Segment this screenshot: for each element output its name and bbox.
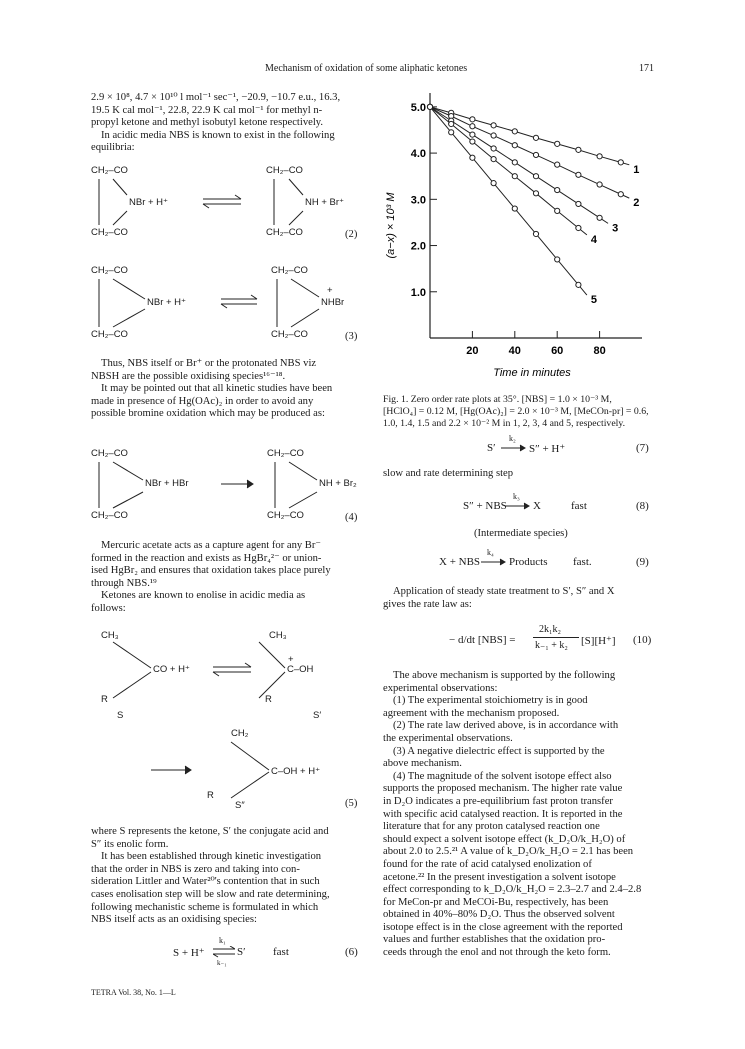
series-label: 2 [633,197,640,210]
data-point [470,155,475,160]
y-tick-label: 4.0 [410,148,426,161]
text-line: found for the rate of acid catalysed enolization of [383,858,592,870]
eq-rhs: Products [509,556,548,568]
paragraph-5 [383,586,655,611]
eq-note: fast [273,946,289,958]
formula-right-mid: NHBr [321,297,345,308]
y-axis-label: (a−x) × 10³ M [385,192,397,259]
data-point [555,257,560,262]
data-point [491,157,496,162]
series-line [430,107,587,295]
paragraph-6 [383,670,655,960]
text-line: (4) The magnitude of the solvent isotope effect also [393,770,612,782]
series-3 [427,104,618,234]
scheme-5 [91,630,371,810]
formula-left-mid: NBr + HBr [145,478,189,489]
fraction-denominator: k₋₁ + k₂ [535,640,568,651]
y-tick-label: 1.0 [410,286,426,299]
eq-rhs: [S][H⁺] [581,635,616,647]
paragraph-3 [91,540,363,616]
text-line: cases enolisation step will be slow and rate determining, [91,888,330,900]
equation-10 [383,622,655,658]
data-point [533,152,538,157]
caption-line: 1.0, 1.4, 1.5 and 2.2 × 10⁻² M in 1, 2, 3, 4 and 5, respectively. [383,417,626,429]
plus-charge: + [327,285,333,296]
plus-charge: + [288,654,294,665]
formula-r: R [101,694,108,705]
formula-right-top: CH₂–CO [267,448,304,459]
text-line: about 2.0 to 2.5.²¹ A value of k_D₂O/k_H₂O = 2.1 has been [383,846,634,858]
series-label: 3 [612,222,619,235]
data-point [449,121,454,126]
running-title: Mechanism of oxidation of some aliphatic ketones [265,63,468,74]
data-point [512,206,517,211]
text-line: The above mechanism is supported by the following [393,670,616,681]
enolisation-structures [91,630,371,810]
formula-mid: CO + H⁺ [153,664,190,675]
data-point [470,132,475,137]
text-line: NBS itself acts as an oxidising species: [91,914,257,926]
series-line [430,107,608,223]
data-point [555,162,560,167]
data-point [618,160,623,165]
y-tick-label: 5.0 [410,101,426,114]
formula-right-bottom: CH₂–CO [266,227,303,238]
text-line: Ketones are known to enolise in acidic media as [101,590,306,602]
data-point [491,181,496,186]
data-point [533,135,538,140]
label-s-prime: S′ [313,710,322,721]
eq-lhs: S′ [487,442,496,454]
scheme-3 [91,263,371,345]
formula-left-mid: NBr + H⁺ [147,297,187,308]
series-label: 1 [633,163,640,176]
text-line: should expect a solvent isotope effect (k_D₂O/k_H₂O) of [383,833,626,845]
formula-left-top: CH₂–CO [91,448,128,459]
reaction-arrow [505,502,531,510]
data-point [427,104,432,109]
caption-line: [HClO₄] = 0.12 M, [Hg(OAc)₂] = 2.0 × 10⁻³ M, [MeCOn-pr] = 0.6, [383,405,649,417]
paragraph-2 [91,358,363,421]
data-point [470,124,475,129]
formula-mid: C–OH + H⁺ [271,766,321,777]
formula-left-bottom: CH₂–CO [91,227,128,238]
text-line: 19.5 K cal mol⁻¹, 22.8, 22.9 K cal mol⁻¹ for methyl n- [91,104,323,116]
data-point [491,146,496,151]
text-line: supports the proposed mechanism. The higher rate value [383,783,623,795]
text-line: agreement with the mechanism proposed. [383,707,560,719]
text-line: acetone.²² In the present investigation a solvent isotope [383,871,616,883]
data-point [597,215,602,220]
data-point [555,141,560,146]
rate-constant: k₂ [509,434,516,443]
eq-lhs: − d/dt [NBS] = [449,634,516,646]
text-line: Thus, NBS itself or Br⁺ or the protonated NBS viz [101,358,317,369]
text-line: following mechanistic scheme is formulated in which [91,901,319,913]
formula-left-top: CH₂–CO [91,265,128,276]
data-point [449,130,454,135]
data-point [597,154,602,159]
data-point [491,123,496,128]
text-line: experimental observations: [383,682,498,694]
x-tick-label: 20 [466,345,479,357]
text-line: propyl ketone and methyl isobutyl ketone respectively. [91,117,324,129]
slow-step-text: slow and rate determining step [383,468,514,479]
equation-number: (4) [345,512,358,523]
eq-lhs: S + H⁺ [173,947,205,959]
rate-constant: k₃ [513,492,520,501]
formula-right-bottom: CH₂–CO [267,510,304,521]
data-point [491,133,496,138]
formula-right-mid: NH + Br₂ [319,478,357,489]
text-line: where S represents the ketone, S′ the conjugate acid and [91,826,329,837]
formula-mid: C–OH [287,664,314,675]
equation-number: (7) [636,442,649,454]
data-point [512,174,517,179]
equation-number: (10) [633,634,652,646]
text-line: through NBS.¹⁹ [91,577,157,589]
eq-lhs: X + NBS [439,556,481,568]
series-4 [427,104,597,246]
x-tick-label: 80 [593,345,606,357]
fraction-bar [533,637,579,638]
equilibrium-arrow [213,946,235,958]
rate-constant: k₁ [219,936,226,945]
formula-left-bottom: CH₂–CO [91,329,128,340]
reaction-arrow [481,558,507,566]
text-line: obtained in 40%–80% D₂O. Thus the observed solvent [383,909,615,921]
formula-right-top: CH₂–CO [266,165,303,176]
data-point [576,225,581,230]
x-tick-label: 40 [508,345,521,357]
eq-note: fast [571,500,587,512]
eq-note: fast. [573,556,592,568]
formula-left-bottom: CH₂–CO [91,510,128,521]
rate-constant: k₋₁ [217,959,227,967]
series-5 [427,104,597,306]
text-line: formed in the reaction and exists as HgBr₄²⁻ or union- [91,552,322,564]
label-s: S [117,710,124,721]
text-line: literature that for any proton catalysed reaction one [383,821,600,833]
series-line [430,107,587,235]
text-line: In acidic media NBS is known to exist in the following [101,129,335,141]
text-line: sideration Littler and Water²⁰'s contention that in such [91,876,320,888]
eq-rhs: S′ [237,946,246,958]
caption-line: Fig. 1. Zero order rate plots at 35°. [NBS] = 1.0 × 10⁻³ M, [383,394,612,405]
y-tick-label: 2.0 [410,240,426,253]
text-line: (1) The experimental stoichiometry is in good [393,695,588,707]
text-line: made in presence of Hg(OAc)₂ in order to avoid any [91,395,314,407]
formula-ch3: CH₃ [101,630,119,641]
series-1 [427,104,639,176]
data-point [597,182,602,187]
data-point [533,174,538,179]
data-point [576,282,581,287]
text-line: the experimental observations. [383,732,513,744]
paragraph-4 [91,826,363,927]
journal-footer: TETRA Vol. 38, No. 1—L [91,988,176,997]
data-point [533,231,538,236]
text-line: possible bromine oxidation which may be produced as: [91,408,325,420]
formula-right-bottom: CH₂–CO [271,329,308,340]
formula-r: R [207,790,214,801]
reaction-arrow [501,444,527,452]
text-line: that the order in NBS is zero and taking into con- [91,863,300,875]
formula-left-mid: NBr + H⁺ [129,197,169,208]
text-line: with specific acid catalysed reaction. It is reported in the [383,808,623,820]
data-point [555,187,560,192]
label-s-double-prime: S″ [235,800,245,811]
data-point [470,117,475,122]
scheme-2 [91,163,371,243]
data-point [533,191,538,196]
text-line: values and further establishes that the oxidation pro- [383,934,606,946]
page-number: 171 [639,63,654,74]
equation-8 [383,492,655,516]
text-line: NBSH are the possible oxidising species¹⁶⁻¹⁸. [91,370,286,382]
text-line: equilibria: [91,142,135,154]
text-line: follows: [91,602,126,614]
data-point [512,129,517,134]
text-line: It has been established through kinetic investigation [101,851,322,863]
equation-number: (5) [345,798,358,809]
eq-rhs: X [533,500,541,512]
text-line: (3) A negative dielectric effect is supported by the [393,745,605,757]
formula-right-top: CH₂–CO [271,265,308,276]
x-axis-label: Time in minutes [493,367,571,379]
zero-order-rate-chart [372,88,662,388]
text-line: isotope effect is in the close agreement with the reported [383,921,623,933]
eq-rhs: S″ + H⁺ [529,443,566,455]
text-line: 2.9 × 10⁸, 4.7 × 10¹⁰ l mol⁻¹ sec⁻¹, −20.9, −10.7 e.u., 16.3, [91,92,341,103]
formula-left-top: CH₂–CO [91,165,128,176]
equation-number: (2) [345,229,358,240]
x-tick-label: 60 [551,345,564,357]
formula-ch2: CH₂ [231,728,249,739]
text-line: ised HgBr₂ and ensures that oxidation takes place purely [91,565,331,577]
data-point [576,172,581,177]
text-line: ceeds through the enol and not through the keto form. [383,947,611,959]
data-point [618,192,623,197]
text-line: S″ its enolic form. [91,838,169,850]
text-line: gives the rate law as: [383,598,472,610]
data-point [512,160,517,165]
eq-lhs: S″ + NBS [463,500,507,512]
text-line: Application of steady state treatment to S′, S″ and X [393,586,615,597]
text-line: for MeCon-pr and MeCOi-Bu, respectively, has been [383,896,609,908]
text-line: (2) The rate law derived above, is in accordance with [393,720,619,732]
series-label: 4 [590,233,598,246]
equation-6 [91,930,363,970]
equation-7 [383,434,655,458]
formula-right-mid: NH + Br⁺ [305,197,345,208]
equation-number: (8) [636,500,649,512]
data-point [470,139,475,144]
intermediate-label: (Intermediate species) [474,528,568,539]
paragraph-1 [91,92,363,155]
data-point [576,147,581,152]
data-point [576,201,581,206]
text-line: It may be pointed out that all kinetic studies have been [101,383,333,395]
equation-9 [383,548,655,572]
text-line: effect corresponding to k_D₂O/k_H₂O = 2.3–2.7 and 2.4–2.8 [383,884,642,896]
text-line: in D₂O indicates a pre-equilibrium fast proton transfer [383,795,613,807]
text-line: Mercuric acetate acts as a capture agent for any Br⁻ [101,540,321,551]
figure-caption [383,394,653,429]
data-point [512,143,517,148]
fraction-numerator: 2k₁k₂ [539,624,561,635]
series-label: 5 [590,294,598,307]
formula-r: R [265,694,272,705]
scheme-4 [91,446,371,526]
rate-constant: k₄ [487,548,494,557]
formula-ch3: CH₃ [269,630,287,641]
equation-number: (6) [345,946,358,958]
equation-number: (3) [345,331,358,342]
data-point [555,208,560,213]
text-line: above mechanism. [383,758,462,770]
equation-number: (9) [636,556,649,568]
y-tick-label: 3.0 [410,194,426,207]
